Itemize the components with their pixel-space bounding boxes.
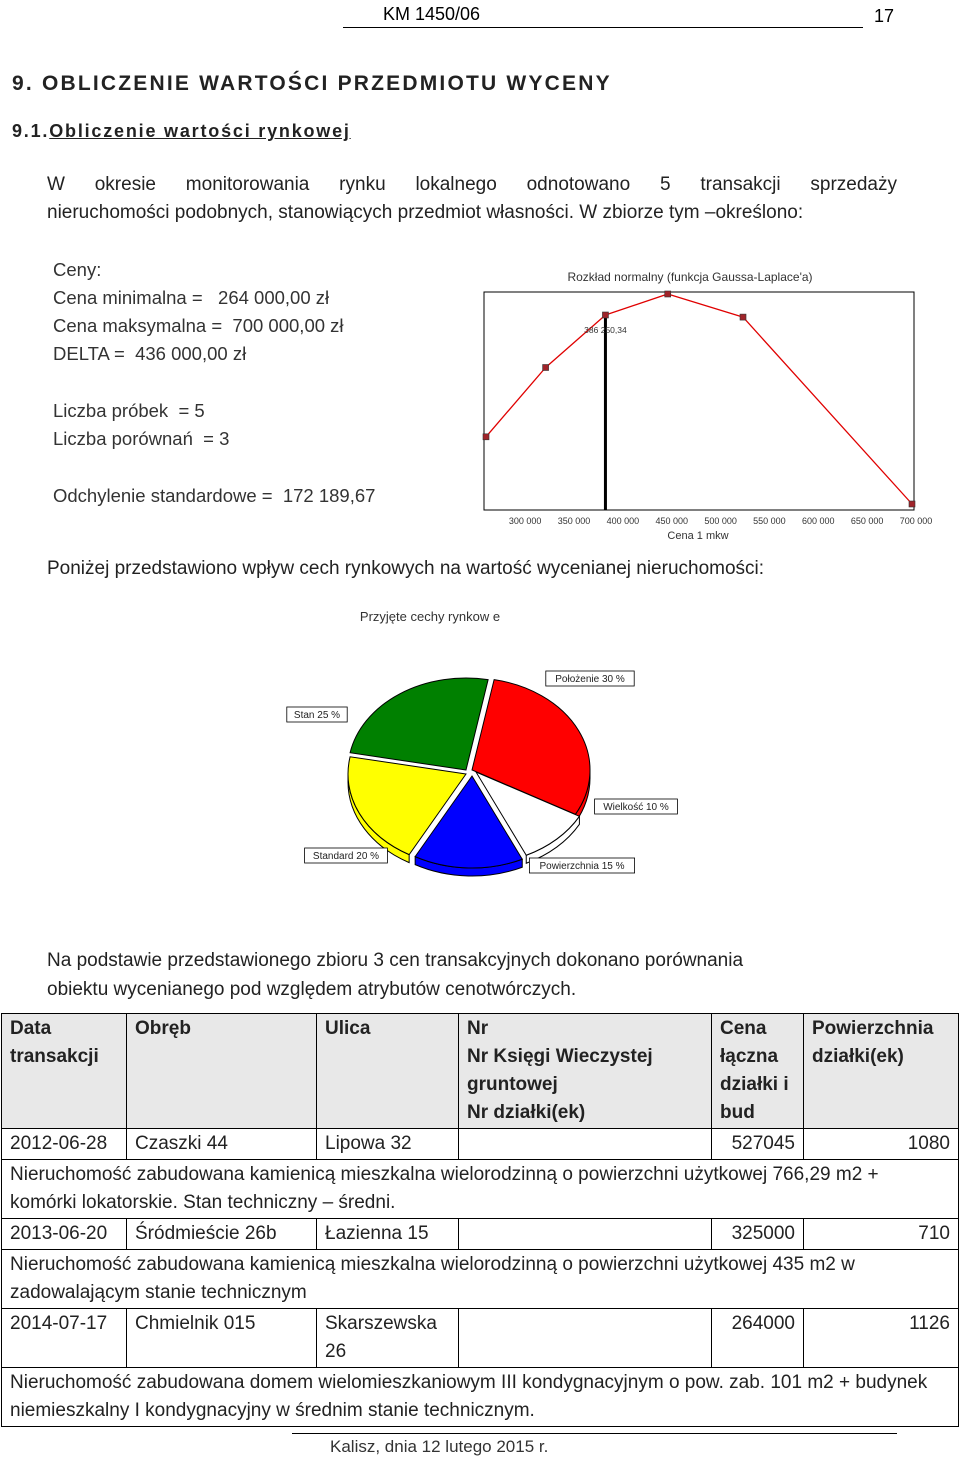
pie-slice-label: Stan 25 %	[293, 710, 341, 721]
data-point	[602, 312, 608, 318]
header-plot-number: Nr działki(ek)	[467, 1102, 586, 1123]
intro-line-2: nieruchomości podobnych, stanowiących przedmiot własności. W zbiorze tym –określono:	[47, 202, 804, 223]
data-point	[665, 291, 671, 297]
table-row	[2, 1309, 959, 1368]
subsection-name: Obliczenie wartości rynkowej	[49, 121, 351, 141]
header-land-register: Nr Księgi Wieczystej gruntowej	[467, 1046, 653, 1095]
cell-area: 710	[804, 1219, 959, 1250]
cell-price: 325000	[712, 1219, 804, 1250]
x-tick-label: 700 000	[899, 516, 933, 526]
plot-area	[484, 292, 914, 510]
cell-date: 2013-06-20	[2, 1219, 127, 1250]
pie-slice-label: Wielkość 10 %	[603, 802, 669, 813]
subsection-number: 9.1.	[12, 121, 50, 141]
chart-title: Rozkład normalny (funkcja Gaussa-Laplace'a)	[567, 270, 813, 284]
market-features-pie-chart	[260, 600, 720, 890]
cell-price: 264000	[712, 1309, 804, 1368]
x-tick-label: 400 000	[606, 516, 640, 526]
header-numbers	[459, 1014, 712, 1129]
x-tick-label: 300 000	[508, 516, 542, 526]
cell-description: Nieruchomość zabudowana kamienicą mieszkalna wielorodzinną o powierzchni użytkowej 766,29 m2 + komórki lokatorskie. Stan techniczny – średni.	[2, 1160, 959, 1219]
cell-date: 2014-07-17	[2, 1309, 127, 1368]
x-tick-label: 550 000	[753, 516, 786, 526]
pie-slice-label: Powierzchnia 15 %	[539, 861, 625, 872]
table-row-description	[2, 1368, 959, 1427]
basis-line-1: Na podstawie przedstawionego zbioru 3 cen transakcyjnych dokonano porównania	[47, 950, 744, 971]
header-street: Ulica	[317, 1014, 459, 1129]
cell-obreb: Chmielnik 015	[127, 1309, 317, 1368]
cell-numbers	[459, 1309, 712, 1368]
stat-comparison-count: Liczba porównań = 3	[53, 428, 230, 449]
pie-slice-label: Standard 20 %	[312, 851, 380, 862]
cell-obreb: Czaszki 44	[127, 1129, 317, 1160]
header-date: Data transakcji	[2, 1014, 127, 1129]
data-point	[483, 434, 489, 440]
table-row-description	[2, 1250, 959, 1309]
page-number: 17	[874, 6, 895, 26]
stat-min-price: Cena minimalna = 264 000,00 zł	[53, 287, 330, 308]
table-row-description	[2, 1160, 959, 1219]
cell-street: Skarszewska 26	[317, 1309, 459, 1368]
cell-area: 1126	[804, 1309, 959, 1368]
pie-slice-label: Położenie 30 %	[555, 674, 625, 685]
table-row	[2, 1129, 959, 1160]
cell-street: Łazienna 15	[317, 1219, 459, 1250]
data-point	[543, 365, 549, 371]
cell-numbers	[459, 1129, 712, 1160]
transactions-table	[1, 1013, 959, 1427]
market-features-text: Poniżej przedstawiono wpływ cech rynkowych na wartość wycenianej nieruchomości:	[47, 558, 765, 579]
x-tick-label: 650 000	[850, 516, 884, 526]
stat-prices-label: Ceny:	[53, 259, 102, 280]
cell-description: Nieruchomość zabudowana domem wielomieszkaniowym III kondygnacyjnym o pow. zab. 101 m2 + budynek niemieszkalny I kondygnacyjny w średnim stanie technicznym.	[2, 1368, 959, 1427]
mean-marker-label: 386 250,34	[584, 325, 627, 335]
stat-std-deviation: Odchylenie standardowe = 172 189,67	[53, 485, 376, 506]
x-axis-label: Cena 1 mkw	[667, 530, 729, 542]
footer-place-date: Kalisz, dnia 12 lutego 2015 r.	[330, 1437, 549, 1456]
basis-line-2: obiektu wycenianego pod względem atrybutów cenotwórczych.	[47, 979, 577, 1000]
cell-street: Lipowa 32	[317, 1129, 459, 1160]
cell-numbers	[459, 1219, 712, 1250]
normal-distribution-chart	[470, 262, 940, 552]
data-point	[909, 501, 915, 507]
section-title: 9. OBLICZENIE WARTOŚCI PRZEDMIOTU WYCENY	[12, 72, 612, 95]
x-tick-label: 500 000	[704, 516, 737, 526]
header-nr: Nr	[467, 1018, 489, 1039]
header-obreb: Obręb	[127, 1014, 317, 1129]
table-row	[2, 1219, 959, 1250]
header-price: Cena łączna działki i bud	[712, 1014, 804, 1129]
cell-description: Nieruchomość zabudowana kamienicą mieszkalna wielorodzinną o powierzchni użytkowej 435 m2 w zadowalającym stanie technicznym	[2, 1250, 959, 1309]
x-tick-label: 350 000	[557, 516, 591, 526]
stat-sample-count: Liczba próbek = 5	[53, 400, 205, 421]
stat-delta: DELTA = 436 000,00 zł	[53, 343, 247, 364]
x-tick-label: 450 000	[655, 516, 689, 526]
data-point	[740, 314, 746, 320]
pie-slice	[350, 678, 488, 770]
x-tick-label: 600 000	[802, 516, 835, 526]
chart-title: Przyjęte cechy rynkow e	[359, 609, 501, 624]
cell-price: 527045	[712, 1129, 804, 1160]
cell-obreb: Śródmieście 26b	[127, 1219, 317, 1250]
intro-line-1: W okresie monitorowania rynku lokalnego odnotowano 5 transakcji sprzedaży	[47, 174, 897, 195]
cell-area: 1080	[804, 1129, 959, 1160]
subsection-title	[12, 121, 351, 142]
header-rule	[343, 27, 863, 28]
cell-date: 2012-06-28	[2, 1129, 127, 1160]
stat-max-price: Cena maksymalna = 700 000,00 zł	[53, 315, 344, 336]
table-header-row	[2, 1014, 959, 1129]
footer-rule	[292, 1433, 897, 1434]
document-code: KM 1450/06	[383, 4, 481, 24]
header-area: Powierzchnia działki(ek)	[804, 1014, 959, 1129]
